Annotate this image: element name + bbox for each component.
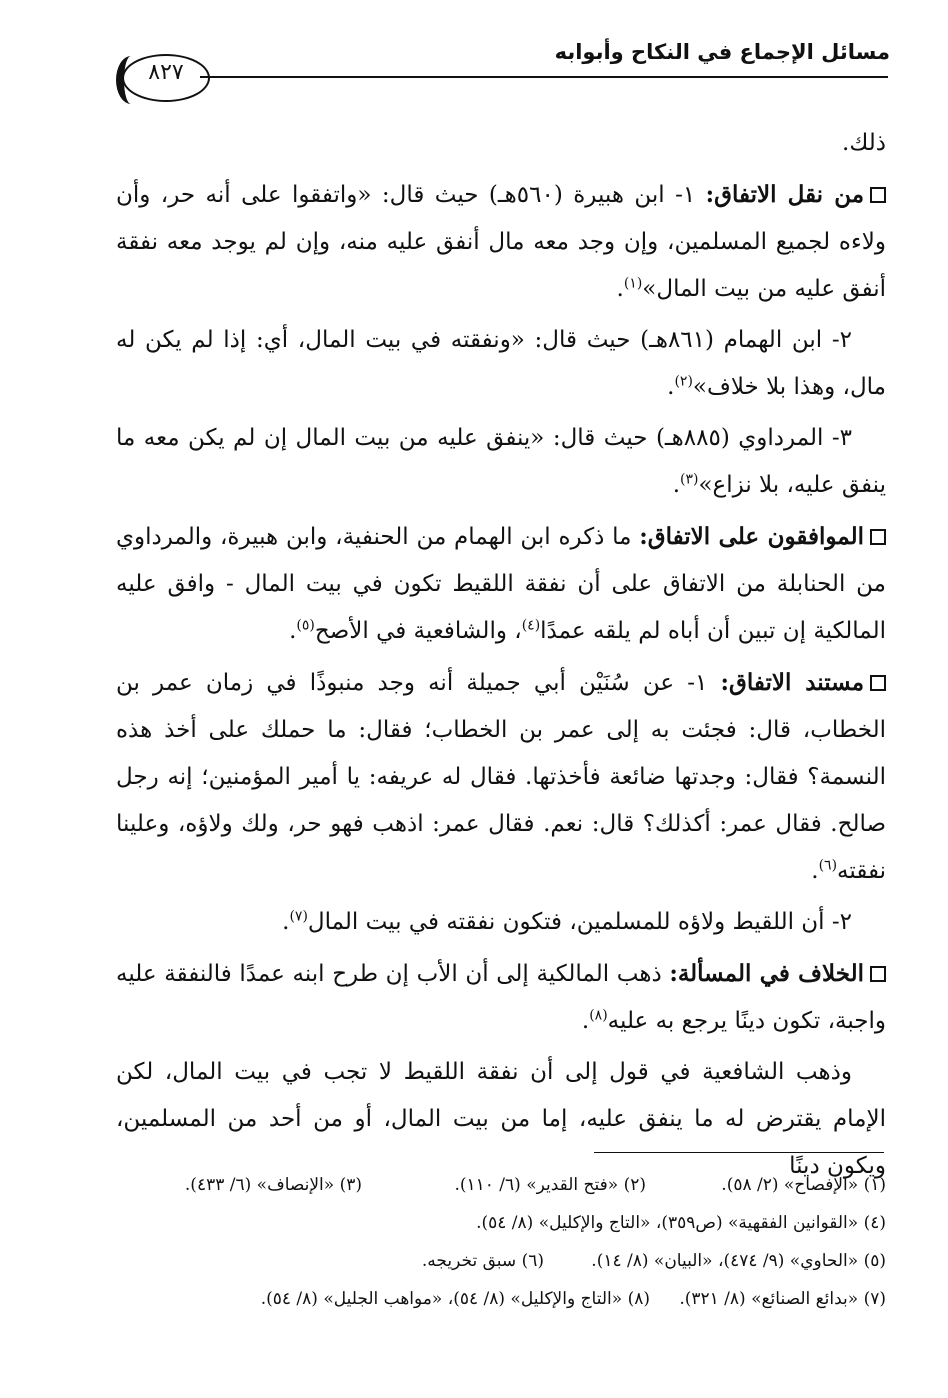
section-title: الخلاف في المسألة:	[669, 960, 864, 987]
paragraph-text: ما ذكره ابن الهمام من الحنفية، وابن هبيرة، والمرداوي من الحنابلة من الاتفاق على أن نفقة اللقيط تكون في بيت المال - وافق عليه المالكية إن تبين أن أباه لم يلقه عمدًا	[116, 524, 886, 644]
footnote-ref: (٨)	[589, 1007, 608, 1024]
paragraph-end: .	[282, 909, 290, 935]
paragraph-ibn-humam	[116, 317, 886, 411]
footnote-ref: (٧)	[289, 908, 308, 925]
footnote-row	[110, 1204, 886, 1242]
square-bullet-icon	[870, 187, 886, 203]
section-title: مستند الاتفاق:	[720, 669, 865, 696]
footnote-1: (١) «الإفصاح» (٢/ ٥٨).	[721, 1175, 886, 1195]
paragraph-basis-2	[116, 899, 886, 946]
paragraph-text: ٣- المرداوي (٨٨٥هـ) حيث قال: «ينفق عليه من بيت المال إن لم يكن معه ما ينفق عليه، بلا نزاع»	[116, 425, 886, 498]
footnote-8: (٨) «التاج والإكليل» (٨/ ٥٤)، «مواهب الجليل» (٨/ ٥٤).	[260, 1289, 650, 1309]
paragraph-text: ذلك.	[842, 130, 886, 156]
footnote-4: (٤) «القوانين الفقهية» (ص٣٥٩)، «التاج والإكليل» (٨/ ٥٤).	[476, 1213, 886, 1233]
footnotes	[110, 1166, 886, 1318]
page-number: ٨٢٧	[148, 60, 184, 85]
paragraph-end: .	[289, 618, 297, 644]
footnote-6: (٦) سبق تخريجه.	[421, 1251, 544, 1271]
paragraph-end: .	[811, 858, 819, 884]
paragraph-mardawi	[116, 415, 886, 509]
paragraph-agreers	[116, 513, 886, 655]
footnote-ref: (٦)	[818, 857, 838, 874]
section-title: من نقل الاتفاق:	[705, 181, 865, 208]
paragraph-text: وذهب الشافعية في قول إلى أن نفقة اللقيط لا تجب في بيت المال، لكن الإمام يقترض له ما ينفق عليه، إما من بيت المال، أو من أحد من المسلمين، ويكون دينًا	[116, 1059, 886, 1179]
footnote-row	[110, 1166, 886, 1204]
footnote-ref: (٣)	[680, 471, 699, 488]
paragraph-basis	[116, 659, 886, 895]
section-title: الموافقون على الاتفاق:	[639, 523, 864, 550]
paragraph-end: .	[616, 276, 624, 302]
footnote-row	[110, 1242, 886, 1280]
header-rule	[200, 76, 888, 78]
footnote-ref: (٢)	[674, 373, 693, 390]
square-bullet-icon	[870, 675, 886, 691]
paragraph-text: ١- عن سُنَيْن أبي جميلة أنه وجد منبوذًا في زمان عمر بن الخطاب، قال: فجئت به إلى عمر بن الخطاب؛ فقال: ما حملك على أخذ هذه النسمة؟ فقال: وجدتها ضائعة فأخذتها. فقال له عريفه: يا أمير المؤمنين؛ إنه رجل صالح. فقال عمر: أكذلك؟ قال: نعم. فقال عمر: اذهب فهو حر، ولك ولاؤه، وعلينا نفقته	[116, 670, 886, 884]
footnote-ref: (١)	[623, 275, 643, 292]
running-header-title: مسائل الإجماع في النكاح وأبوابه	[554, 40, 890, 64]
paragraph-text: ذهب المالكية إلى أن الأب إن طرح ابنه عمدًا فالنفقة عليه واجبة، تكون دينًا يرجع به عليه	[116, 961, 886, 1034]
page-number-badge	[116, 50, 212, 108]
footnote-5: (٥) «الحاوي» (٩/ ٤٧٤)، «البيان» (٨/ ١٤).	[591, 1251, 886, 1271]
paragraph-end: .	[581, 1008, 590, 1034]
paragraph-text: ٢- ابن الهمام (٨٦١هـ) حيث قال: «ونفقته في بيت المال، أي: إذا لم يكن له مال، وهذا بلا خلاف»	[116, 327, 886, 400]
square-bullet-icon	[870, 966, 886, 982]
footnote-separator	[594, 1152, 884, 1153]
footnote-3: (٣) «الإنصاف» (٦/ ٤٣٣).	[184, 1175, 362, 1195]
paragraph-end: .	[667, 374, 675, 400]
body-text	[116, 120, 886, 1194]
footnote-7: (٧) «بدائع الصنائع» (٨/ ٣٢١).	[679, 1289, 886, 1309]
footnote-row	[110, 1280, 886, 1318]
square-bullet-icon	[870, 529, 886, 545]
paragraph-disagreement	[116, 950, 886, 1045]
footnote-ref: (٤)	[521, 617, 541, 634]
paragraph-end: .	[672, 472, 680, 498]
paragraph-intro-end	[116, 120, 886, 167]
paragraph-text: ٢- أن اللقيط ولاؤه للمسلمين، فتكون نفقته في بيت المال	[307, 909, 852, 935]
paragraph-transmitters	[116, 171, 886, 313]
paragraph-text: ١- ابن هبيرة (٥٦٠هـ) حيث قال: «واتفقوا على أنه حر، وأن ولاءه لجميع المسلمين، وإن وجد معه مال أنفق عليه منه، وإن لم يوجد معه نفقة أنفق عليه من بيت المال»	[116, 182, 886, 302]
footnote-2: (٢) «فتح القدير» (٦/ ١١٠).	[454, 1175, 646, 1195]
footnote-ref: (٥)	[296, 617, 315, 634]
paragraph-text: ، والشافعية في الأصح	[314, 618, 522, 644]
